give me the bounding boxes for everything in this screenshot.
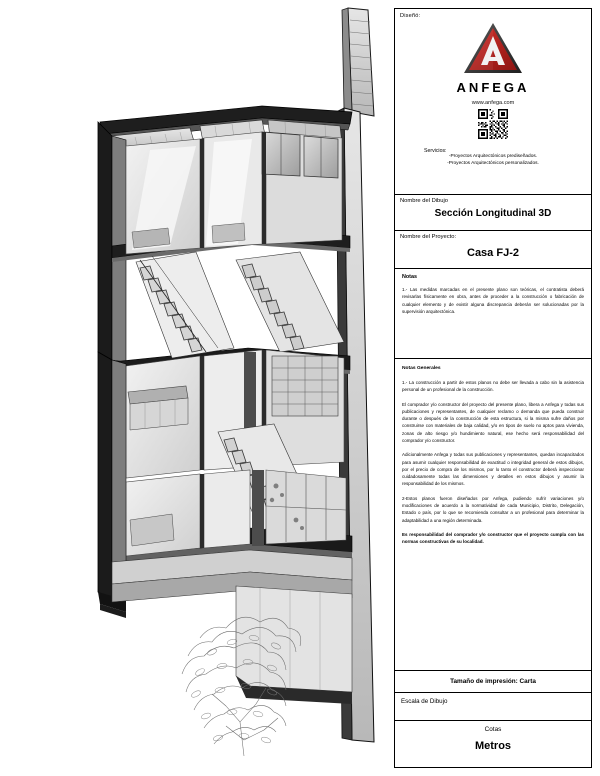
- notes-section: [395, 269, 591, 359]
- designed-by-label: Diseñó:: [400, 13, 421, 19]
- drawing-scale-section: [395, 693, 591, 721]
- print-size-text: Tamaño de impresión: Carta: [450, 678, 536, 685]
- general-notes-paragraph-2: Adicionalmente Anfega y todas sus publicaciones y representantes, quedan incapacitados para asumir cualquier responsabilidad de exactitud o integridad general de estos dibujos, por el precio de compra de los mismos, por lo tanto el constructor deberá inspeccionar cuidadosamente todas las dimensiones y detalles en estos dibujos y asumir la responsabilidad de los mismos.: [402, 452, 584, 487]
- notes-text: 1.- Las medidas marcadas en el presente plano son teóricas, el contratista deberá revisarlas físicamente en obra, antes de proceder a la construcción o fabricación de cualquier elemento y de existir alguna discrepancia deberán ser solucionadas por la supervisión arquitectónica.: [402, 287, 584, 315]
- left-exterior-wall: [98, 122, 126, 362]
- general-notes-title: Notas Generales: [402, 366, 441, 371]
- notes-title: Notas: [402, 274, 417, 280]
- service-item-0: -Proyectos Arquitectónicos prediseñados.: [448, 154, 538, 159]
- upper-staircase: [136, 252, 234, 358]
- print-size-section: [395, 671, 591, 693]
- foundation-block: [112, 550, 352, 704]
- project-name-value: Casa FJ-2: [467, 247, 519, 260]
- dimensions-value: Metros: [474, 740, 512, 752]
- roof-fragment: [342, 8, 374, 116]
- drawing-scale-label: Escala de Dibujo: [401, 698, 448, 705]
- anfega-logo: [400, 21, 586, 95]
- logo-section: [395, 9, 591, 195]
- anfega-triangle-a-logo-icon: [462, 21, 524, 77]
- drawing-name-section: [395, 195, 591, 231]
- website-url[interactable]: www.anfega.com: [471, 100, 515, 106]
- general-notes-paragraph-1: El comprador y/o constructor del proyecto del presente plano, libera a Anfega y todas sus publicaciones y representantes, de cualquier reclamo o demanda que pueda construir durante o después de la construcción de esta estructura, si la misma sufre daños por construirse con materiales de baja calidad, y/o en tipos de suelo no aptos para vivienda, zonas de alto riesgo y/o hundimiento natural, ese hecho será responsabilidad del comprador y/o constructor.: [402, 401, 584, 443]
- mid-staircase: [236, 252, 344, 352]
- dimensions-label: Cotas: [484, 726, 502, 733]
- project-name-section: [395, 231, 591, 269]
- title-block: [394, 8, 592, 768]
- general-notes-paragraph-0: 1.- La construcción a partir de estos planos no debe ser llevada a cabo sin la asistencia personal de un profesional de la construcción.: [402, 380, 584, 393]
- services-label: Servicios:: [424, 148, 447, 154]
- service-item-1: -Proyectos Arquitectónicos personalizados.: [447, 160, 539, 166]
- qr-code-wrapper: [400, 109, 586, 144]
- dimensions-units-section: [395, 721, 591, 767]
- general-notes-section: [395, 359, 591, 671]
- general-notes-paragraph-3: 2-Estos planos fueron diseñados por Anfega, pudiendo sufrir variaciones y/o modificaciones de acuerdo a la normatividad de cada Municipio, Distrito, Delegación, Estado o país, por lo que se recomienda consultar a un profesional para determinar la adaptabilidad a una región determinada.: [402, 495, 584, 523]
- project-name-label: Nombre del Proyecto:: [400, 234, 457, 240]
- drawing-name-label: Nombre del Dibujo: [400, 198, 449, 204]
- general-notes-responsibility-statement: Es responsabilidad del comprador y/o constructor que el proyecto cumpla con las normas constructivas de su localidad.: [402, 531, 584, 545]
- brand-name: ANFEGA: [456, 80, 530, 95]
- drawing-name-value: Sección Longitudinal 3D: [434, 208, 552, 220]
- qr-code-icon: [478, 109, 508, 139]
- upper-level-rooms: [126, 132, 342, 254]
